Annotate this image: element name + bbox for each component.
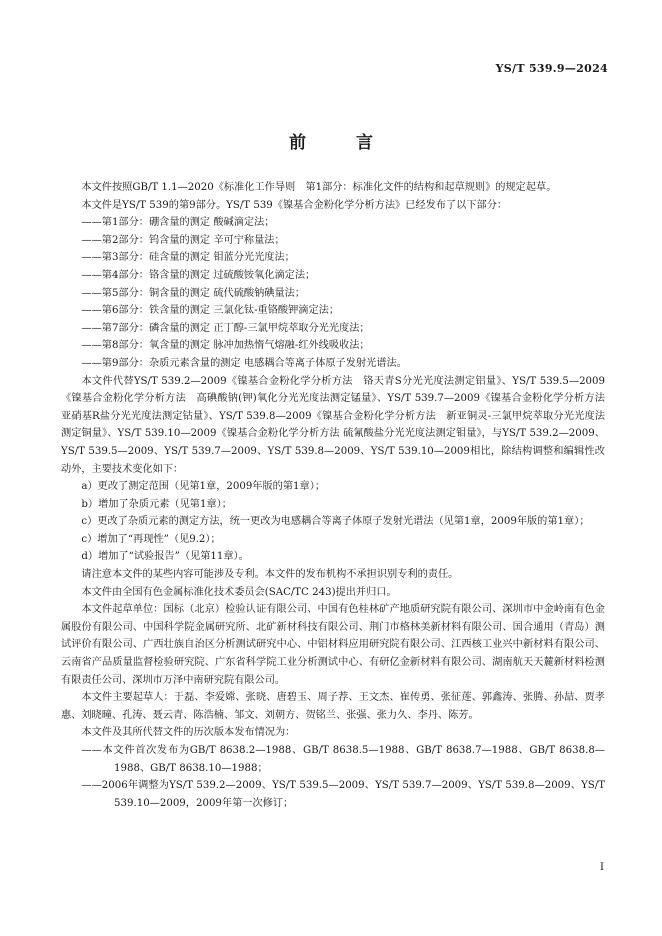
standard-code: YS/T 539.9—2024 — [495, 62, 608, 75]
history-intro-paragraph: 本文件及其所代替文件的历次版本发布情况为： — [81, 727, 296, 739]
patent-paragraph: 请注意本文件的某些内容可能涉及专利。本文件的发布机构不承担识别专利的责任。 — [81, 569, 459, 581]
page-title: 前 言 — [289, 133, 395, 153]
replaces-paragraph: 本文件代替YS/T 539.2—2009《镍基合金粉化学分析方法 铬天青S分光光度法测定铝量》、YS/T 539.5—2009《镍基合金粉化学分析方法 高碘酸钠(钾)氧化分光光度法测定锰量》、YS/T 539.7—2009《镍基合金粉化学分析方法 亚硝基R盐分光光度法测定钴量》、YS/T 539.8—2009《镍基合金粉化学分析方法 新亚铜灵-三氯甲烷萃取分光光度法测定铜量》、YS/T 539.10—2009《镍基合金粉化学分析方法 硫氰酸盐分光光度法测定钼量》，与YS/T 539.2—2009、YS/T 539.5—2009、YS/T 539.7—2009、YS/T 539.8—2009、YS/T 539.10—2009相比，除结构调整和编辑性改动外，主要技术变化如下： — [61, 375, 616, 475]
changes-list — [61, 478, 605, 566]
list-item: ——本文件首次发布为GB/T 8638.2—1988、GB/T 8638.5—1988、GB/T 8638.7—1988、GB/T 8638.8—1988、GB/T 8638.10—1988； — [81, 745, 605, 774]
list-item: d）增加了“试验报告”（见第11章）。 — [81, 551, 249, 563]
list-item: a）更改了测定范围（见第1章，2009年版的第1章）； — [81, 481, 326, 493]
list-item: c）更改了杂质元素的测定方法，统一更改为电感耦合等离子体原子发射光谱法（见第1章，2009年版的第1章）； — [81, 516, 590, 528]
list-item: c）增加了“再现性”（见9.2）； — [81, 533, 221, 545]
list-item: ——2006年调整为YS/T 539.2—2009、YS/T 539.5—2009、YS/T 539.7—2009、YS/T 539.8—2009、YS/T 539.10—2009，2009年第一次修订； — [81, 780, 605, 809]
drafters-paragraph: 本文件主要起草人：于磊、李爱嫦、张晓、唐碧玉、周子荐、王文杰、崔传勇、张征莲、郭鑫涛、张腾、孙喆、贾孝惠、刘晓曈、孔涛、聂云青、陈浩楠、邹文、刘朝方、贺铭兰、张强、张力久、李丹、陈芳。 — [61, 692, 605, 721]
list-item: ——第7部分：磷含量的测定 正丁醇-三氯甲烷萃取分光光度法； — [81, 322, 370, 334]
list-item: ——第9部分：杂质元素含量的测定 电感耦合等离子体原子发射光谱法。 — [81, 357, 407, 369]
list-item: ——第1部分：硼含量的测定 酸碱滴定法； — [81, 217, 275, 229]
history-list — [61, 742, 605, 812]
parts-list — [61, 214, 605, 372]
list-item: ——第5部分：铜含量的测定 硫代硫酸钠碘量法； — [81, 287, 306, 299]
foreword-body — [61, 179, 616, 812]
list-item: ——第2部分：钨含量的测定 辛可宁称量法； — [81, 234, 285, 246]
series-intro-paragraph: 本文件是YS/T 539的第9部分。YS/T 539《镍基合金粉化学分析方法》已经发布了以下部分： — [81, 199, 508, 211]
list-item: ——第3部分：硅含量的测定 钼蓝分光光度法； — [81, 252, 295, 264]
list-item: ——第8部分：氧含量的测定 脉冲加热惰气熔融-红外线吸收法； — [81, 340, 370, 352]
list-item: ——第6部分：铁含量的测定 三氯化钛-重铬酸钾滴定法； — [81, 305, 340, 317]
drafting-rules-paragraph: 本文件按照GB/T 1.1—2020《标准化工作导则 第1部分：标准化文件的结构和起草规则》的规定起草。 — [81, 182, 557, 193]
page-number: I — [600, 862, 604, 873]
list-item: ——第4部分：铬含量的测定 过硫酸铵氧化滴定法； — [81, 269, 316, 281]
list-item: b）增加了杂质元素（见第1章）； — [81, 498, 232, 510]
drafting-units-paragraph: 本文件起草单位：国标（北京）检验认证有限公司、中国有色桂林矿产地质研究院有限公司、深圳市中金岭南有色金属股份有限公司、中国科学院金属研究所、北矿新材科技有限公司、荆门市格林美新材料有限公司、国合通用（青岛）测试评价有限公司、广西壮族自治区分析测试研究中心、中铝材料应用研究院有限公司、江西核工业兴中新材料有限公司、云南省产品质量监督检验研究院、广东省科学院工业分析测试中心、有研亿金新材料有限公司、湖南航天天麓新材料检测有限责任公司、深圳市万泽中南研究院有限公司。 — [61, 604, 605, 686]
proposer-paragraph: 本文件由全国有色金属标准化技术委员会(SAC/TC 243)提出并归口。 — [81, 586, 397, 598]
